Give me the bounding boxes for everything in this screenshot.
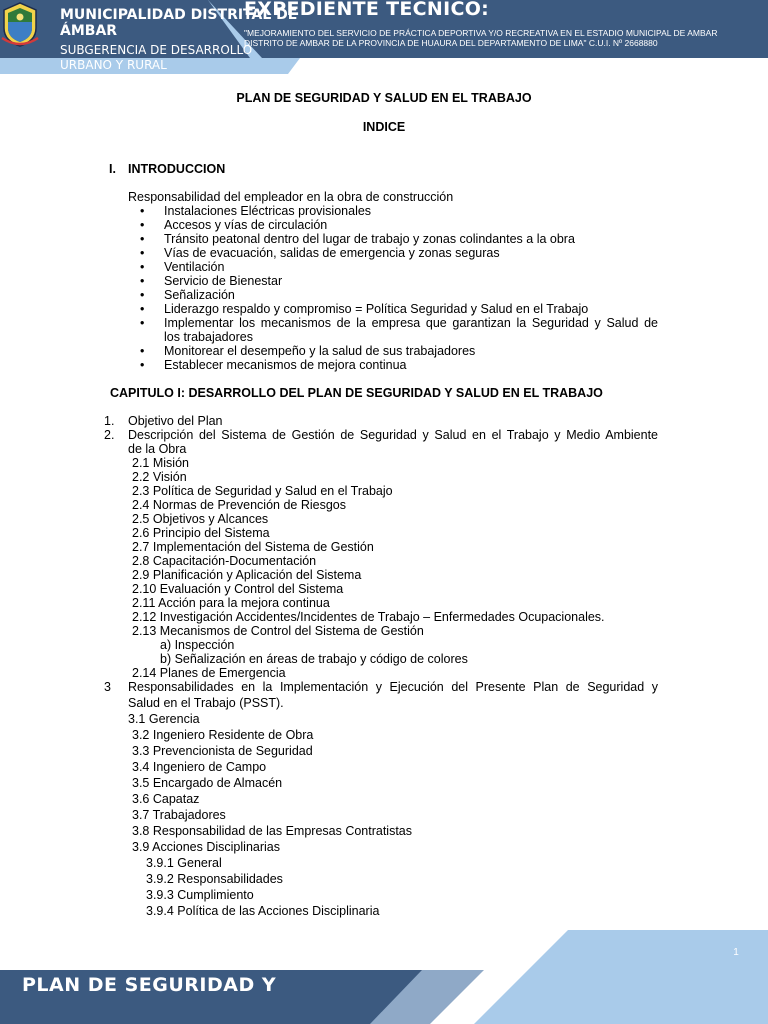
subitem: 3.5 Encargado de Almacén — [132, 776, 283, 790]
list-item: • Ventilación — [164, 260, 224, 274]
list-item: • Implementar los mecanismos de la empresa que garantizan la Seguridad y Salud de — [164, 316, 658, 330]
subitem: 2.5 Objetivos y Alcances — [132, 512, 269, 526]
list-item: • Señalización — [164, 288, 235, 302]
list-item: • Accesos y vías de circulación — [164, 218, 327, 232]
subitem: 2.8 Capacitación-Documentación — [132, 554, 317, 568]
index-heading: INDICE — [362, 120, 406, 134]
subitem: 3.7 Trabajadores — [132, 808, 226, 822]
project-description: "MEJORAMIENTO DEL SERVICIO DE PRÁCTICA DEPORTIVA Y/O RECREATIVA EN EL ESTADIO MUNICIPAL DE AMBAR DISTRITO DE AMBAR DE LA PROVINCIA DE HUAURA DEL DEPARTAMENTO DE LIMA" C.U.I. Nº 2668880 — [244, 28, 718, 48]
subitem: 3.9 Acciones Disciplinarias — [132, 840, 280, 854]
subgerencia-name: SUBGERENCIA DE DESARROLLO URBANO Y RURAL — [60, 43, 253, 72]
subsubitem: 3.9.2 Responsabilidades — [146, 872, 283, 886]
page-header — [0, 0, 768, 76]
subitem: 2.11 Acción para la mejora continua — [132, 596, 330, 610]
section-title: INTRODUCCION — [128, 162, 226, 176]
subitem: 3.4 Ingeniero de Campo — [132, 760, 267, 774]
subsubitem: 3.9.3 Cumplimiento — [146, 888, 254, 902]
subitem: 3.6 Capataz — [132, 792, 200, 806]
list-item: • Vías de evacuación, salidas de emergencia y zonas seguras — [164, 246, 500, 260]
subitem: 2.9 Planificación y Aplicación del Sistema — [132, 568, 362, 582]
subitem: 2.3 Política de Seguridad y Salud en el Trabajo — [132, 484, 393, 498]
list-item: • Liderazgo respaldo y compromiso = Política Seguridad y Salud en el Trabajo — [164, 302, 588, 316]
intro-lead: Responsabilidad del empleador en la obra de construcción — [128, 190, 454, 204]
list-item-continuation: los trabajadores — [164, 330, 253, 344]
subitem: 2.14 Planes de Emergencia — [132, 666, 286, 680]
municipality-name: MUNICIPALIDAD DISTRITAL DE ÁMBAR — [60, 7, 298, 39]
list-item: • Establecer mecanismos de mejora continua — [164, 358, 406, 372]
subitem: 2.7 Implementación del Sistema de Gestión — [132, 540, 374, 554]
document-title: PLAN DE SEGURIDAD Y SALUD EN EL TRABAJO — [236, 91, 532, 105]
list-item: • Servicio de Bienestar — [164, 274, 282, 288]
subitem: 2.10 Evaluación y Control del Sistema — [132, 582, 344, 596]
page-footer — [0, 930, 768, 1024]
subitem: 2.2 Visión — [132, 470, 187, 484]
footer-title: PLAN DE SEGURIDAD Y — [22, 974, 277, 996]
subsubitem: 3.9.1 General — [146, 856, 222, 870]
subsubitem: 3.9.4 Política de las Acciones Disciplinaria — [146, 904, 380, 918]
subitem: 2.13 Mecanismos de Control del Sistema de Gestión — [132, 624, 424, 638]
section-number: I. — [109, 162, 116, 176]
subitem: 3.3 Prevencionista de Seguridad — [132, 744, 313, 758]
subitem: 2.12 Investigación Accidentes/Incidentes de Trabajo – Enfermedades Ocupacionales. — [132, 610, 605, 624]
subitem: 2.4 Normas de Prevención de Riesgos — [132, 498, 347, 512]
subitem: 2.6 Principio del Sistema — [132, 526, 270, 540]
item-text: de la Obra — [128, 442, 187, 456]
list-item: • Instalaciones Eléctricas provisionales — [164, 204, 371, 218]
subitem: 3.8 Responsabilidad de las Empresas Contratistas — [132, 824, 413, 838]
subsubitem: b) Señalización en áreas de trabajo y código de colores — [160, 652, 468, 666]
item-number: 2. — [104, 428, 115, 442]
list-item: • Tránsito peatonal dentro del lugar de trabajo y zonas colindantes a la obra — [164, 232, 575, 246]
subsubitem: a) Inspección — [160, 638, 235, 652]
list-item: • Monitorear el desempeño y la salud de sus trabajadores — [164, 344, 475, 358]
chapter-title: CAPITULO I: DESARROLLO DEL PLAN DE SEGURIDAD Y SALUD EN EL TRABAJO — [110, 386, 603, 400]
item-text: Objetivo del Plan — [128, 414, 223, 428]
item-text: Salud en el Trabajo (PSST). — [128, 696, 284, 710]
subitem: 3.1 Gerencia — [128, 712, 200, 726]
municipal-coat-of-arms-logo — [0, 0, 40, 48]
item-text: Descripción del Sistema de Gestión de Seguridad y Salud en el Trabajo y Medio Ambiente — [128, 428, 658, 442]
item-text: Responsabilidades en la Implementación y Ejecución del Presente Plan de Seguridad y — [128, 680, 658, 694]
page-number: 1 — [733, 947, 739, 958]
item-number: 3 — [104, 680, 111, 694]
item-number: 1. — [104, 414, 115, 428]
subitem: 3.2 Ingeniero Residente de Obra — [132, 728, 314, 742]
expediente-title: EXPEDIENTE TECNICO: — [244, 0, 490, 20]
subitem: 2.1 Misión — [132, 456, 189, 470]
